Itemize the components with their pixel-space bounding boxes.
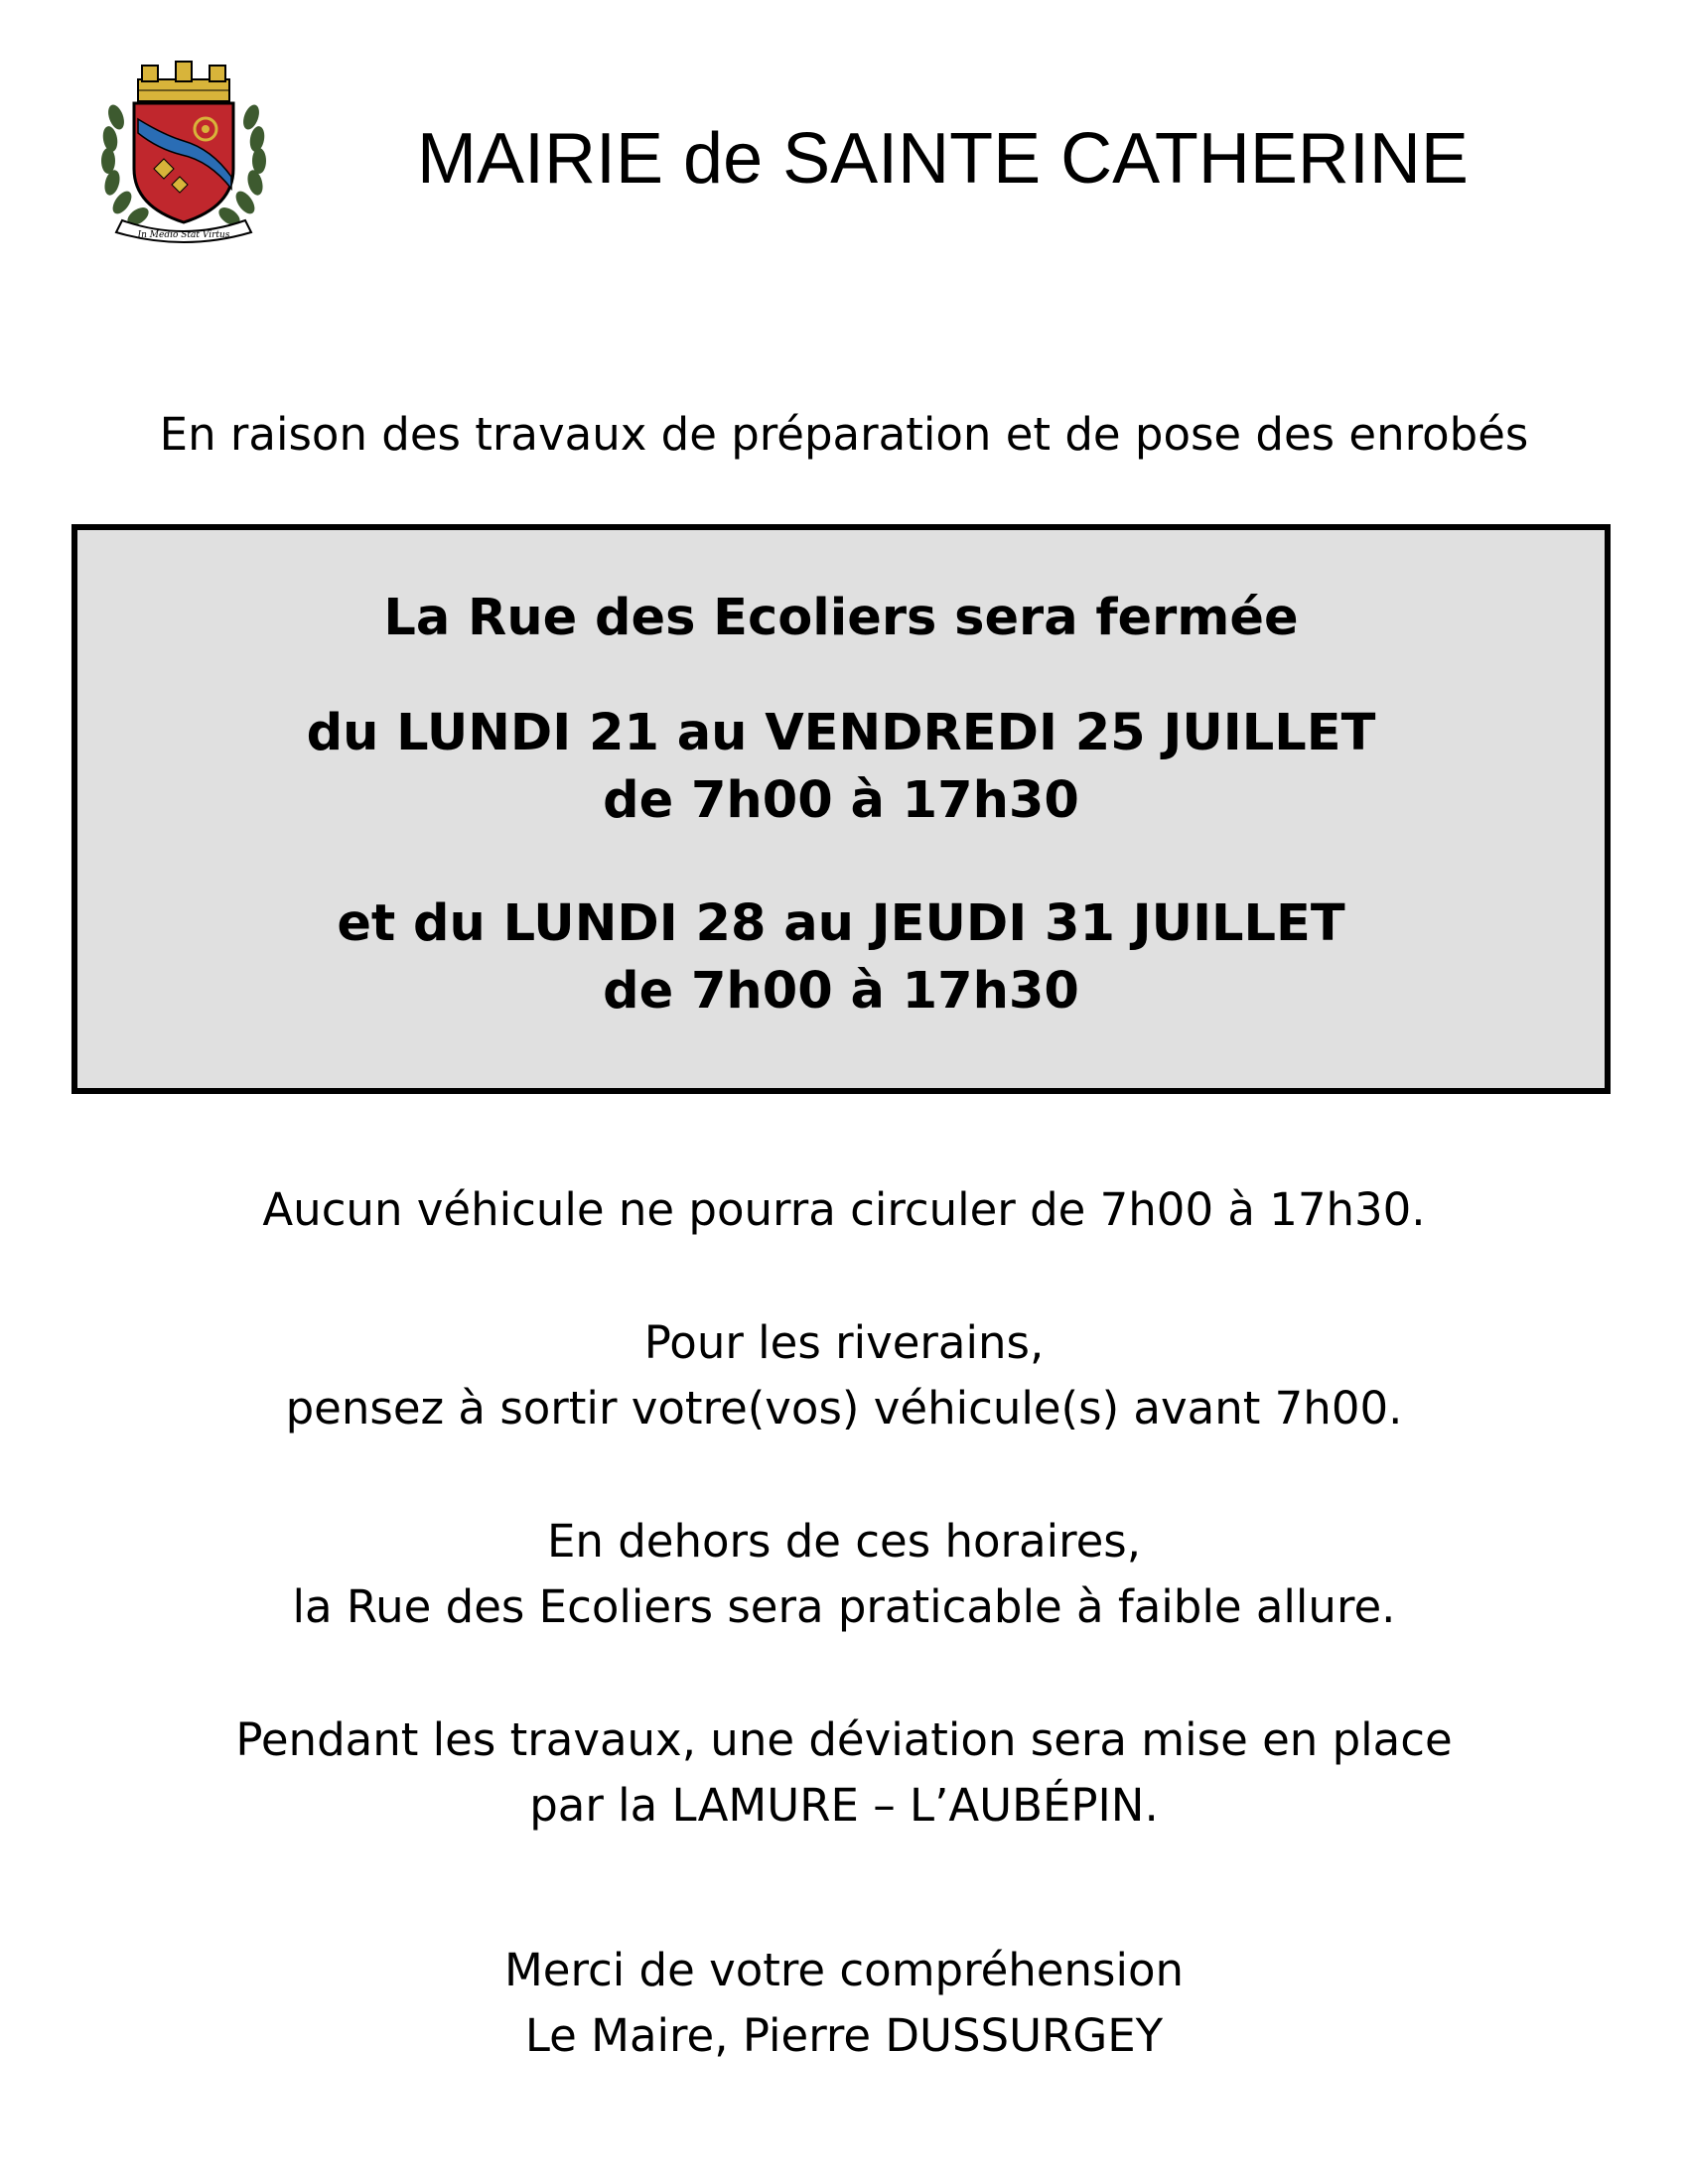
outside-hours-line-1: En dehors de ces horaires, [546, 1515, 1142, 1568]
outside-hours-line-2: la Rue des Ecoliers sera praticable à faible allure. [292, 1580, 1396, 1633]
crest-motto: In Medio Stat Virtus [137, 230, 230, 240]
period2-dates: et du LUNDI 28 au JEUDI 31 JUILLET [337, 894, 1345, 953]
detour-line-1: Pendant les travaux, une déviation sera mise en place [235, 1713, 1453, 1766]
period2-hours: de 7h00 à 17h30 [603, 962, 1079, 1021]
signature-text: Le Maire, Pierre DUSSURGEY [524, 2009, 1164, 2062]
page-title: MAIRIE de SAINTE CATHERINE [417, 119, 1469, 199]
closure-headline: La Rue des Ecoliers sera fermée [383, 589, 1299, 647]
intro-text: En raison des travaux de préparation et de pose des enrobés [159, 408, 1529, 461]
residents-line-1: Pour les riverains, [643, 1316, 1045, 1369]
period1-hours: de 7h00 à 17h30 [603, 771, 1079, 830]
detour-line-2: par la LAMURE – L’AUBÉPIN. [529, 1779, 1159, 1832]
thanks-text: Merci de votre compréhension [503, 1944, 1185, 1996]
crown-icon [138, 62, 229, 101]
closure-notice-box [71, 524, 1611, 1094]
no-vehicles-notice: Aucun véhicule ne pourra circuler de 7h00 à 17h30. [262, 1183, 1426, 1236]
coat-of-arms-icon [94, 58, 273, 246]
residents-line-2: pensez à sortir votre(vos) véhicule(s) avant 7h00. [285, 1382, 1403, 1434]
period1-dates: du LUNDI 21 au VENDREDI 25 JUILLET [306, 704, 1376, 762]
